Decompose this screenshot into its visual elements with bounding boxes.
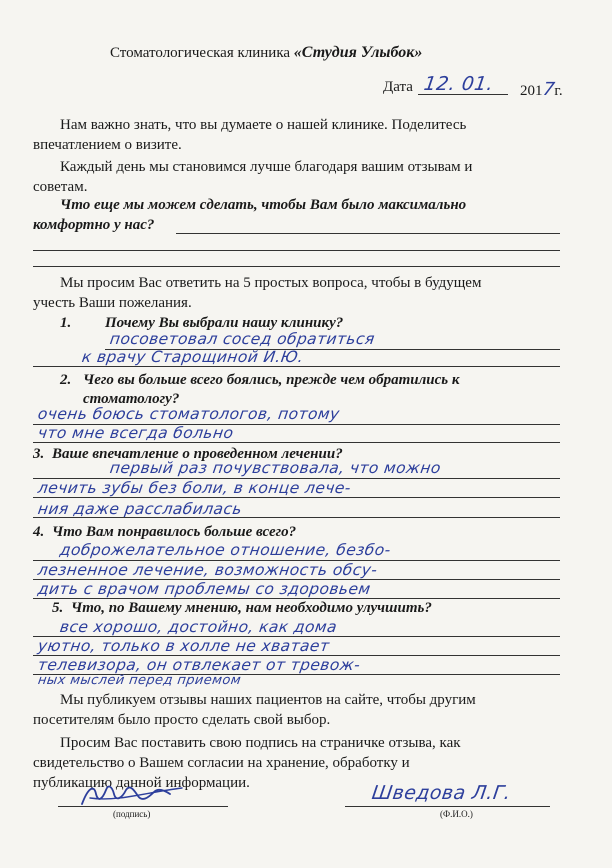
question-4-text: Что Вам понравилось больше всего?: [52, 524, 297, 540]
full-name-label: (Ф.И.О.): [440, 809, 473, 819]
signature-label: (подпись): [113, 809, 151, 819]
answer-3-line1: первый раз почувствовала, что можно: [108, 459, 443, 477]
intro-p1-line1: Нам важно знать, что вы думаете о нашей клинике. Поделитесь: [60, 117, 467, 133]
question-1-number: 1.: [60, 315, 72, 331]
answer-1-underline-2: [33, 366, 560, 367]
intro-p1-line2: впечатлением о визите.: [33, 137, 182, 153]
signature-underline: [58, 806, 228, 807]
question-5-number: 5.: [52, 600, 64, 616]
answer-2-line1: очень боюсь стоматологов, потому: [36, 405, 341, 423]
year-suffix: г.: [554, 83, 563, 99]
survey-intro-line1: Мы просим Вас ответить на 5 простых вопроса, чтобы в будущем: [60, 275, 482, 291]
consent-line1: Просим Вас поставить свою подпись на страничке отзыва, как: [60, 735, 461, 751]
publish-line2: посетителям было просто сделать свой выбор.: [33, 712, 331, 728]
clinic-prefix: Стоматологическая клиника: [110, 45, 291, 61]
publish-line1: Мы публикуем отзывы наших пациентов на сайте, чтобы другим: [60, 692, 476, 708]
answer-3-line2: лечить зубы без боли, в конце лече-: [36, 479, 353, 497]
clinic-name: «Студия Улыбок»: [293, 44, 423, 61]
intro-p2-line2: советам.: [33, 179, 88, 195]
question-3-number: 3.: [33, 446, 45, 462]
comfort-answer-line-2: [33, 250, 560, 251]
full-name-value: Шведова Л.Г.: [370, 782, 513, 804]
comfort-answer-line-3: [33, 266, 560, 267]
answer-5-line1: все хорошо, достойно, как дома: [58, 618, 339, 636]
question-5-text: Что, по Вашему мнению, нам необходимо улучшить?: [71, 600, 432, 616]
answer-3-line3: ния даже расслабилась: [36, 500, 244, 518]
answer-5-line4: ных мыслей перед приемом: [36, 673, 242, 688]
clinic-title: [110, 44, 422, 62]
answer-1-line2: к врачу Старощиной И.Ю.: [80, 348, 305, 366]
answer-5-line2: уютно, только в холле не хватает: [36, 637, 331, 655]
date-value: 12. 01.: [422, 73, 495, 95]
question-2-number: 2.: [60, 372, 72, 388]
full-name-underline: [345, 806, 550, 807]
question-2-text-cont: стоматологу?: [83, 391, 180, 407]
answer-2-underline-2: [33, 442, 560, 443]
comfort-question-line2: комфортно у нас?: [33, 217, 155, 233]
answer-2-line2: что мне всегда больно: [36, 424, 235, 442]
answer-4-underline-3: [33, 598, 560, 599]
comfort-question-line1: Что еще мы можем сделать, чтобы Вам было максимально: [60, 197, 467, 213]
date-label: Дата: [383, 79, 413, 95]
answer-4-line1: доброжелательное отношение, безбо-: [58, 541, 392, 559]
year-prefix: 201: [520, 83, 543, 99]
answer-5-line3: телевизора, он отвлекает от тревож-: [36, 656, 362, 674]
question-1-text: Почему Вы выбрали нашу клинику?: [105, 315, 344, 331]
year-digit: 7: [541, 79, 556, 100]
question-2-text: Чего вы больше всего боялись, прежде чем обратились к: [83, 372, 460, 388]
answer-3-underline-2: [33, 497, 560, 498]
comfort-answer-line-1: [176, 233, 560, 234]
answer-3-underline-3: [33, 517, 560, 518]
answer-4-line2: лезненное лечение, возможность обсу-: [36, 561, 379, 579]
consent-line2: свидетельство о Вашем согласии на хранение, обработку и: [33, 755, 410, 771]
intro-p2-line1: Каждый день мы становимся лучше благодаря вашим отзывам и: [60, 159, 473, 175]
answer-1-line1: посоветовал сосед обратиться: [108, 330, 376, 348]
consent-line3: публикацию данной информации.: [33, 775, 250, 791]
answer-4-line3: дить с врачом проблемы со здоровьем: [36, 580, 372, 598]
year-field: [520, 79, 563, 100]
question-3-text: Ваше впечатление о проведенном лечении?: [52, 446, 343, 462]
question-4-number: 4.: [33, 524, 45, 540]
survey-intro-line2: учесть Ваши пожелания.: [33, 295, 192, 311]
